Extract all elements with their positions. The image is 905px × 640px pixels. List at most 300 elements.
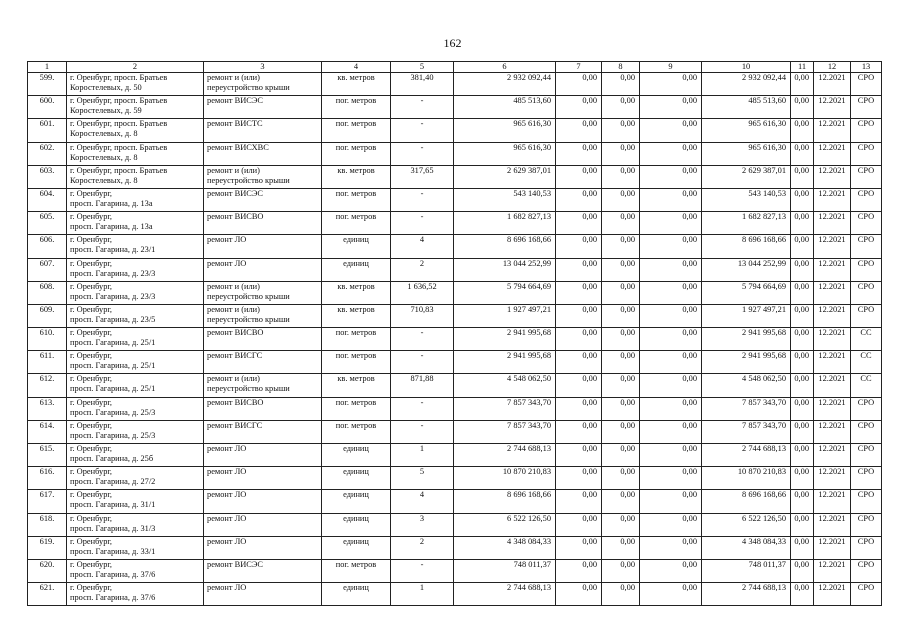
table-row (28, 490, 882, 513)
work-type-cell-line-1: ремонт и (или) (207, 73, 260, 82)
deadline-cell: 12.2021 (814, 374, 851, 397)
total-cost-cell: 1 682 827,13 (454, 212, 556, 235)
row-number-cell: 613. (28, 397, 67, 420)
unit-cell: единиц (322, 467, 391, 490)
address-cell (67, 258, 204, 281)
address-cell-line-1: г. Оренбург, (70, 513, 113, 523)
fund-cell-10: 7 857 343,70 (702, 397, 791, 420)
address-cell (67, 536, 204, 559)
fund-cell-10: 485 513,60 (702, 96, 791, 119)
address-cell (67, 420, 204, 443)
table-row (28, 328, 882, 351)
work-type-cell (204, 490, 322, 513)
unit-cell: кв. метров (322, 73, 391, 96)
row-number-cell: 601. (28, 119, 67, 142)
column-number-12: 12 (814, 62, 851, 73)
work-type-cell-line-1: ремонт ВИСЭС (207, 96, 263, 106)
fund-cell-7: 0,00 (556, 258, 602, 281)
work-type-cell-line-1: ремонт ЛО (207, 444, 247, 453)
column-number-6: 6 (454, 62, 556, 73)
table-row (28, 258, 882, 281)
work-type-cell (204, 328, 322, 351)
fund-method-cell: СРО (851, 212, 882, 235)
fund-cell-7: 0,00 (556, 96, 602, 119)
address-cell-line-2: просп. Гагарина, д. 23/3 (70, 268, 156, 278)
work-type-cell (204, 281, 322, 304)
address-cell-line-2: просп. Гагарина, д. 25/3 (70, 430, 156, 440)
fund-cell-11: 0,00 (791, 165, 814, 188)
work-type-cell (204, 235, 322, 258)
page-number: 162 (443, 36, 462, 50)
address-cell-line-1: г. Оренбург, (70, 258, 113, 268)
table-body (28, 73, 882, 606)
fund-cell-9: 0,00 (640, 188, 702, 211)
fund-cell-7: 0,00 (556, 119, 602, 142)
deadline-cell: 12.2021 (814, 583, 851, 606)
work-type-cell-line-1: ремонт ЛО (207, 536, 247, 546)
deadline-cell: 12.2021 (814, 559, 851, 582)
volume-cell: 871,88 (391, 374, 454, 397)
deadline-cell: 12.2021 (814, 96, 851, 119)
total-cost-cell: 2 744 688,13 (454, 583, 556, 606)
repair-register-table (27, 61, 882, 606)
address-cell-line-2: просп. Гагарина, д. 25б (70, 454, 154, 463)
column-number-4: 4 (322, 62, 391, 73)
volume-cell: 1 636,52 (391, 281, 454, 304)
fund-cell-11: 0,00 (791, 281, 814, 304)
fund-cell-9: 0,00 (640, 96, 702, 119)
fund-cell-10: 1 927 497,21 (702, 304, 791, 327)
address-cell (67, 490, 204, 513)
fund-method-cell: СС (851, 328, 882, 351)
total-cost-cell: 8 696 168,66 (454, 235, 556, 258)
column-number-2: 2 (67, 62, 204, 73)
work-type-cell (204, 397, 322, 420)
volume-cell: 381,40 (391, 73, 454, 96)
row-number-cell: 617. (28, 490, 67, 513)
fund-cell-9: 0,00 (640, 235, 702, 258)
fund-cell-10: 543 140,53 (702, 188, 791, 211)
address-cell (67, 73, 204, 96)
work-type-cell-line-1: ремонт ВИСВО (207, 328, 264, 338)
fund-method-cell: СРО (851, 490, 882, 513)
volume-cell: - (391, 420, 454, 443)
fund-cell-10: 2 932 092,44 (702, 73, 791, 96)
fund-cell-9: 0,00 (640, 374, 702, 397)
fund-cell-8: 0,00 (602, 374, 640, 397)
fund-cell-11: 0,00 (791, 420, 814, 443)
volume-cell: 317,65 (391, 165, 454, 188)
fund-cell-9: 0,00 (640, 559, 702, 582)
address-cell (67, 513, 204, 536)
fund-cell-10: 965 616,30 (702, 119, 791, 142)
total-cost-cell: 4 548 062,50 (454, 374, 556, 397)
work-type-cell-line-2: переустройство крыши (207, 314, 290, 324)
total-cost-cell: 6 522 126,50 (454, 513, 556, 536)
fund-cell-11: 0,00 (791, 513, 814, 536)
fund-cell-7: 0,00 (556, 583, 602, 606)
unit-cell: пог. метров (322, 559, 391, 582)
row-number-cell: 618. (28, 513, 67, 536)
address-cell-line-1: г. Оренбург, (70, 444, 113, 453)
work-type-cell-line-1: ремонт ЛО (207, 490, 247, 500)
row-number-cell: 621. (28, 583, 67, 606)
address-cell-line-2: просп. Гагарина, д. 25/3 (70, 407, 156, 417)
fund-cell-8: 0,00 (602, 212, 640, 235)
address-cell (67, 165, 204, 188)
fund-cell-10: 8 696 168,66 (702, 490, 791, 513)
fund-cell-9: 0,00 (640, 304, 702, 327)
volume-cell: 5 (391, 467, 454, 490)
total-cost-cell: 4 348 084,33 (454, 536, 556, 559)
fund-cell-8: 0,00 (602, 281, 640, 304)
column-number-row (28, 62, 882, 73)
fund-cell-11: 0,00 (791, 583, 814, 606)
fund-cell-9: 0,00 (640, 490, 702, 513)
address-cell-line-1: г. Оренбург, (70, 328, 113, 338)
fund-cell-10: 1 682 827,13 (702, 212, 791, 235)
fund-method-cell: СРО (851, 420, 882, 443)
address-cell (67, 397, 204, 420)
fund-cell-10: 748 011,37 (702, 559, 791, 582)
table-row (28, 536, 882, 559)
row-number-cell: 610. (28, 328, 67, 351)
total-cost-cell: 748 011,37 (454, 559, 556, 582)
address-cell-line-2: просп. Гагарина, д. 25/1 (70, 338, 156, 348)
unit-cell: единиц (322, 235, 391, 258)
table-row (28, 281, 882, 304)
column-number-1: 1 (28, 62, 67, 73)
work-type-cell-line-1: ремонт ВИСХВС (207, 142, 269, 152)
fund-cell-9: 0,00 (640, 73, 702, 96)
fund-cell-8: 0,00 (602, 397, 640, 420)
work-type-cell (204, 165, 322, 188)
volume-cell: - (391, 188, 454, 211)
work-type-cell-line-1: ремонт ВИСГС (207, 351, 263, 361)
work-type-cell-line-1: ремонт ВИСГС (207, 420, 263, 430)
fund-cell-7: 0,00 (556, 536, 602, 559)
fund-cell-11: 0,00 (791, 374, 814, 397)
fund-cell-8: 0,00 (602, 235, 640, 258)
deadline-cell: 12.2021 (814, 304, 851, 327)
table-row (28, 374, 882, 397)
address-cell-line-1: г. Оренбург, (70, 490, 113, 500)
work-type-cell-line-2: переустройство крыши (207, 291, 290, 301)
fund-method-cell: СРО (851, 165, 882, 188)
fund-cell-8: 0,00 (602, 165, 640, 188)
fund-cell-9: 0,00 (640, 142, 702, 165)
address-cell-line-2: Коростелевых, д. 8 (70, 175, 138, 185)
address-cell-line-1: г. Оренбург, просп. Братьев (70, 73, 168, 82)
work-type-cell-line-1: ремонт и (или) (207, 304, 260, 314)
table-row (28, 73, 882, 96)
deadline-cell: 12.2021 (814, 281, 851, 304)
fund-cell-9: 0,00 (640, 119, 702, 142)
deadline-cell: 12.2021 (814, 397, 851, 420)
fund-method-cell: СРО (851, 73, 882, 96)
fund-cell-8: 0,00 (602, 583, 640, 606)
address-cell (67, 328, 204, 351)
fund-cell-9: 0,00 (640, 212, 702, 235)
address-cell-line-1: г. Оренбург, (70, 281, 113, 291)
volume-cell: 710,83 (391, 304, 454, 327)
fund-method-cell: СС (851, 374, 882, 397)
row-number-cell: 606. (28, 235, 67, 258)
work-type-cell (204, 73, 322, 96)
address-cell (67, 212, 204, 235)
table-row (28, 212, 882, 235)
deadline-cell: 12.2021 (814, 513, 851, 536)
total-cost-cell: 965 616,30 (454, 142, 556, 165)
fund-cell-7: 0,00 (556, 328, 602, 351)
address-cell (67, 119, 204, 142)
fund-cell-11: 0,00 (791, 490, 814, 513)
fund-method-cell: СРО (851, 188, 882, 211)
fund-cell-9: 0,00 (640, 281, 702, 304)
address-cell-line-1: г. Оренбург, (70, 351, 113, 361)
deadline-cell: 12.2021 (814, 467, 851, 490)
fund-method-cell: СРО (851, 444, 882, 467)
work-type-cell-line-1: ремонт ВИСЭС (207, 559, 263, 569)
address-cell (67, 96, 204, 119)
fund-method-cell: СРО (851, 467, 882, 490)
row-number-cell: 609. (28, 304, 67, 327)
fund-cell-11: 0,00 (791, 397, 814, 420)
work-type-cell-line-1: ремонт ЛО (207, 235, 247, 245)
fund-cell-10: 4 348 084,33 (702, 536, 791, 559)
work-type-cell-line-2: переустройство крыши (207, 384, 290, 394)
work-type-cell-line-2: переустройство крыши (207, 83, 290, 92)
unit-cell: единиц (322, 258, 391, 281)
table-row (28, 513, 882, 536)
address-cell-line-2: Коростелевых, д. 8 (70, 129, 138, 139)
table-row (28, 304, 882, 327)
fund-method-cell: СРО (851, 281, 882, 304)
fund-cell-8: 0,00 (602, 304, 640, 327)
address-cell-line-1: г. Оренбург, (70, 467, 113, 477)
fund-method-cell: СРО (851, 304, 882, 327)
address-cell-line-1: г. Оренбург, (70, 304, 113, 314)
row-number-cell: 599. (28, 73, 67, 96)
deadline-cell: 12.2021 (814, 490, 851, 513)
row-number-cell: 612. (28, 374, 67, 397)
address-cell (67, 583, 204, 606)
work-type-cell (204, 119, 322, 142)
fund-cell-7: 0,00 (556, 559, 602, 582)
table-row (28, 119, 882, 142)
fund-cell-11: 0,00 (791, 142, 814, 165)
fund-method-cell: СРО (851, 583, 882, 606)
address-cell-line-1: г. Оренбург, (70, 583, 113, 593)
total-cost-cell: 7 857 343,70 (454, 397, 556, 420)
fund-cell-11: 0,00 (791, 188, 814, 211)
table-row (28, 397, 882, 420)
fund-cell-8: 0,00 (602, 328, 640, 351)
unit-cell: единиц (322, 583, 391, 606)
deadline-cell: 12.2021 (814, 119, 851, 142)
total-cost-cell: 2 941 995,68 (454, 328, 556, 351)
total-cost-cell: 2 941 995,68 (454, 351, 556, 374)
table-row (28, 351, 882, 374)
fund-cell-10: 2 941 995,68 (702, 328, 791, 351)
address-cell (67, 467, 204, 490)
address-cell (67, 188, 204, 211)
row-number-cell: 615. (28, 444, 67, 467)
work-type-cell (204, 467, 322, 490)
address-cell (67, 304, 204, 327)
fund-cell-7: 0,00 (556, 235, 602, 258)
total-cost-cell: 5 794 664,69 (454, 281, 556, 304)
fund-cell-9: 0,00 (640, 513, 702, 536)
column-number-5: 5 (391, 62, 454, 73)
unit-cell: единиц (322, 536, 391, 559)
table-row (28, 235, 882, 258)
total-cost-cell: 1 927 497,21 (454, 304, 556, 327)
table-row (28, 559, 882, 582)
column-number-8: 8 (602, 62, 640, 73)
address-cell-line-2: просп. Гагарина, д. 23/1 (70, 245, 156, 255)
volume-cell: 1 (391, 583, 454, 606)
fund-cell-9: 0,00 (640, 397, 702, 420)
unit-cell: кв. метров (322, 281, 391, 304)
fund-method-cell: СРО (851, 235, 882, 258)
volume-cell: 2 (391, 536, 454, 559)
fund-method-cell: СРО (851, 119, 882, 142)
column-number-9: 9 (640, 62, 702, 73)
fund-method-cell: СРО (851, 513, 882, 536)
work-type-cell (204, 444, 322, 467)
work-type-cell-line-1: ремонт ВИСВО (207, 397, 264, 407)
address-cell-line-1: г. Оренбург, (70, 212, 113, 222)
address-cell-line-2: просп. Гагарина, д. 33/1 (70, 546, 156, 556)
work-type-cell-line-1: ремонт ЛО (207, 583, 247, 593)
row-number-cell: 611. (28, 351, 67, 374)
fund-cell-7: 0,00 (556, 73, 602, 96)
column-number-13: 13 (851, 62, 882, 73)
row-number-cell: 607. (28, 258, 67, 281)
unit-cell: пог. метров (322, 119, 391, 142)
fund-cell-9: 0,00 (640, 583, 702, 606)
address-cell-line-1: г. Оренбург, просп. Братьев (70, 142, 168, 152)
address-cell-line-1: г. Оренбург, (70, 374, 113, 384)
work-type-cell-line-1: ремонт ЛО (207, 467, 247, 477)
work-type-cell (204, 188, 322, 211)
work-type-cell (204, 212, 322, 235)
work-type-cell-line-1: ремонт ВИСЭС (207, 188, 263, 198)
fund-cell-7: 0,00 (556, 444, 602, 467)
fund-cell-7: 0,00 (556, 165, 602, 188)
deadline-cell: 12.2021 (814, 73, 851, 96)
deadline-cell: 12.2021 (814, 536, 851, 559)
volume-cell: - (391, 397, 454, 420)
address-cell (67, 281, 204, 304)
fund-cell-9: 0,00 (640, 165, 702, 188)
address-cell-line-2: просп. Гагарина, д. 13а (70, 222, 153, 232)
fund-cell-8: 0,00 (602, 142, 640, 165)
volume-cell: - (391, 559, 454, 582)
fund-cell-11: 0,00 (791, 304, 814, 327)
unit-cell: пог. метров (322, 188, 391, 211)
fund-cell-7: 0,00 (556, 142, 602, 165)
unit-cell: единиц (322, 513, 391, 536)
fund-cell-7: 0,00 (556, 513, 602, 536)
fund-cell-9: 0,00 (640, 258, 702, 281)
table-row (28, 420, 882, 443)
fund-cell-8: 0,00 (602, 559, 640, 582)
address-cell-line-1: г. Оренбург, (70, 188, 113, 198)
fund-cell-7: 0,00 (556, 188, 602, 211)
fund-cell-7: 0,00 (556, 281, 602, 304)
table-row (28, 444, 882, 467)
deadline-cell: 12.2021 (814, 142, 851, 165)
address-cell-line-2: просп. Гагарина, д. 27/2 (70, 477, 156, 487)
fund-cell-10: 6 522 126,50 (702, 513, 791, 536)
work-type-cell (204, 536, 322, 559)
fund-cell-11: 0,00 (791, 73, 814, 96)
volume-cell: 2 (391, 258, 454, 281)
work-type-cell (204, 304, 322, 327)
unit-cell: пог. метров (322, 96, 391, 119)
unit-cell: кв. метров (322, 304, 391, 327)
address-cell-line-1: г. Оренбург, (70, 397, 113, 407)
address-cell-line-2: просп. Гагарина, д. 37/6 (70, 569, 156, 579)
unit-cell: пог. метров (322, 420, 391, 443)
work-type-cell (204, 258, 322, 281)
fund-cell-10: 2 744 688,13 (702, 444, 791, 467)
address-cell (67, 235, 204, 258)
deadline-cell: 12.2021 (814, 235, 851, 258)
fund-cell-11: 0,00 (791, 444, 814, 467)
fund-cell-10: 2 941 995,68 (702, 351, 791, 374)
work-type-cell (204, 583, 322, 606)
fund-method-cell: СРО (851, 559, 882, 582)
unit-cell: единиц (322, 444, 391, 467)
fund-cell-8: 0,00 (602, 513, 640, 536)
fund-cell-8: 0,00 (602, 188, 640, 211)
row-number-cell: 614. (28, 420, 67, 443)
work-type-cell (204, 559, 322, 582)
fund-cell-10: 4 548 062,50 (702, 374, 791, 397)
volume-cell: - (391, 119, 454, 142)
fund-cell-11: 0,00 (791, 96, 814, 119)
address-cell (67, 142, 204, 165)
unit-cell: пог. метров (322, 328, 391, 351)
total-cost-cell: 10 870 210,83 (454, 467, 556, 490)
volume-cell: - (391, 351, 454, 374)
deadline-cell: 12.2021 (814, 258, 851, 281)
address-cell-line-1: г. Оренбург, (70, 559, 113, 569)
address-cell-line-2: просп. Гагарина, д. 37/6 (70, 593, 156, 603)
row-number-cell: 600. (28, 96, 67, 119)
fund-cell-11: 0,00 (791, 212, 814, 235)
fund-cell-10: 13 044 252,99 (702, 258, 791, 281)
fund-method-cell: СРО (851, 397, 882, 420)
fund-cell-7: 0,00 (556, 490, 602, 513)
total-cost-cell: 485 513,60 (454, 96, 556, 119)
fund-cell-9: 0,00 (640, 420, 702, 443)
row-number-cell: 603. (28, 165, 67, 188)
work-type-cell (204, 142, 322, 165)
address-cell-line-1: г. Оренбург, просп. Братьев (70, 119, 168, 129)
volume-cell: - (391, 142, 454, 165)
total-cost-cell: 965 616,30 (454, 119, 556, 142)
deadline-cell: 12.2021 (814, 165, 851, 188)
column-number-11: 11 (791, 62, 814, 73)
table-row (28, 96, 882, 119)
unit-cell: кв. метров (322, 374, 391, 397)
work-type-cell-line-1: ремонт и (или) (207, 281, 260, 291)
fund-cell-10: 965 616,30 (702, 142, 791, 165)
